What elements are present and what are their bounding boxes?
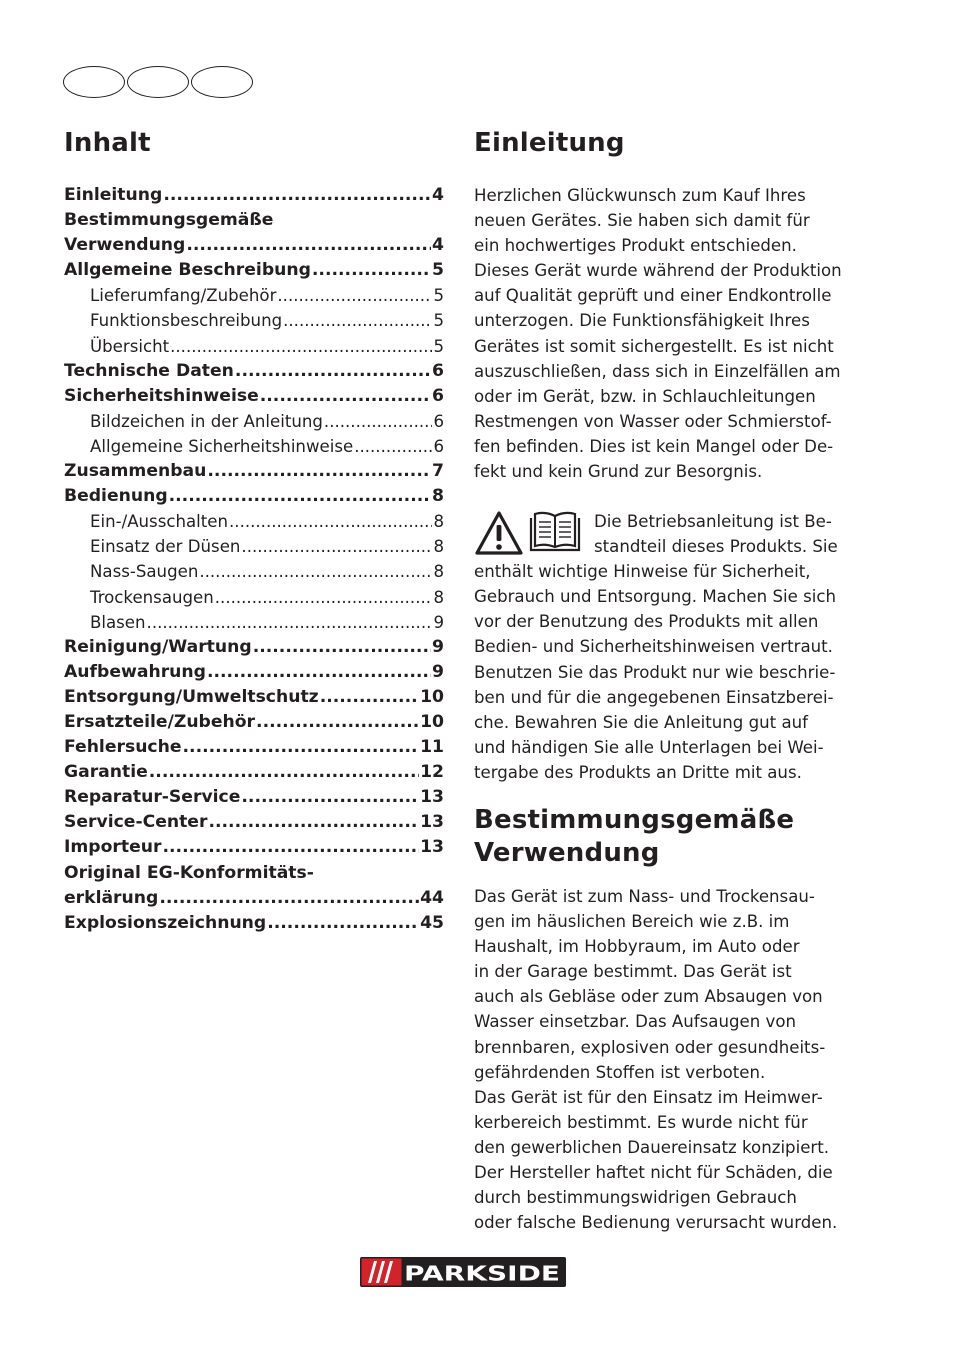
toc-leader-dots: [267, 911, 419, 936]
toc-page-number: 4: [432, 185, 444, 205]
einleitung-line: fekt und kein Grund zur Besorgnis.: [474, 462, 763, 482]
bestimmung-line: auch als Gebläse oder zum Absaugen von: [474, 987, 823, 1007]
toc-entry: [64, 735, 444, 760]
toc-page-number: 5: [433, 286, 444, 306]
bestimmung-line: in der Garage bestimmt. Das Gerät ist: [474, 962, 792, 982]
toc-entry: [64, 459, 444, 484]
hinweis-line: che. Bewahren Sie die Anleitung gut auf: [474, 712, 808, 732]
toc-page-number: 6: [432, 385, 444, 406]
toc-entry-title: Allgemeine Beschreibung: [64, 260, 311, 281]
toc-leader-dots: [283, 308, 432, 333]
toc-leader-dots: [253, 635, 431, 660]
toc-page-number: 13: [420, 812, 444, 833]
toc-leader-dots: [183, 735, 420, 760]
hinweis-line: Gebrauch und Entsorgung. Machen Sie sich: [474, 587, 836, 607]
toc-entry-title: Trockensaugen: [90, 587, 214, 607]
toc-entry-title: Einsatz der Düsen: [90, 537, 241, 557]
toc-leader-dots: [324, 409, 433, 434]
toc-leader-dots: [208, 810, 419, 835]
toc-page-number: 8: [433, 512, 444, 532]
toc-entry: [64, 886, 444, 911]
toc-leader-dots: [207, 459, 431, 484]
toc-entry-title: Bildzeichen in der Anleitung: [90, 411, 323, 431]
toc-entry: [64, 258, 444, 283]
parkside-logo: [360, 1257, 566, 1287]
language-markers: [63, 66, 255, 100]
toc-leader-dots: [163, 183, 431, 208]
toc-entry: [64, 233, 444, 258]
toc-page-number: 44: [420, 887, 444, 908]
toc-entry-title: Übersicht: [90, 336, 170, 356]
toc-entry-title: Bedienung: [64, 486, 168, 507]
toc-entry: [64, 283, 444, 308]
bestimmung-line: Das Gerät ist für den Einsatz im Heimwer-: [474, 1087, 823, 1107]
toc-entry-title: Bestimmungsgemäße: [64, 210, 274, 231]
bestimmung-line: brennbaren, explosiven oder gesundheits-: [474, 1037, 826, 1057]
language-oval-2: [127, 66, 189, 98]
toc-entry: [64, 208, 444, 233]
hinweis-line: ben und für die angegebenen Einsatzberei-: [474, 687, 834, 707]
toc-page-number: 9: [432, 636, 444, 657]
toc-page-number: 8: [433, 587, 444, 607]
toc-entry: [64, 760, 444, 785]
toc-leader-dots: [207, 660, 431, 685]
toc-leader-dots: [170, 334, 432, 359]
toc-entry-title: Entsorgung/Umweltschutz: [64, 686, 319, 707]
toc-page-number: 9: [433, 612, 444, 632]
bestimmung-line: Das Gerät ist zum Nass- und Trockensau-: [474, 887, 815, 906]
toc-entry: [64, 585, 444, 610]
einleitung-title: Einleitung: [474, 128, 625, 158]
bestimmung-line: Haushalt, im Hobbyraum, im Auto oder: [474, 937, 800, 957]
language-oval-1: [63, 66, 125, 98]
einleitung-line: oder im Gerät, bzw. in Schlauchleitungen: [474, 386, 816, 406]
bestimmung-line: gefährdenden Stoffen ist verboten.: [474, 1062, 766, 1082]
einleitung-line: Gerätes ist somit sichergestellt. Es ist nicht: [474, 336, 834, 356]
toc-entry-title: Ersatzteile/Zubehör: [64, 711, 256, 732]
einleitung-line: auszuschließen, dass sich in Einzelfällen am: [474, 361, 841, 381]
toc-leader-dots: [186, 233, 431, 258]
bestimmung-line: oder falsche Bedienung verursacht wurden.: [474, 1213, 838, 1233]
toc-page-number: 6: [433, 411, 444, 431]
hinweis-line: vor der Benutzung des Produkts mit allen: [474, 612, 819, 632]
hinweis-line: und händigen Sie alle Unterlagen bei Wei-: [474, 737, 824, 757]
bestimmung-line: den gewerblichen Dauereinsatz konzipiert.: [474, 1137, 830, 1157]
einleitung-body: [474, 183, 864, 484]
toc-entry-title: Technische Daten: [64, 360, 234, 381]
toc-leader-dots: [169, 484, 431, 509]
bestimmung-line: Der Hersteller haftet nicht für Schäden, die: [474, 1163, 833, 1183]
toc-page-number: 9: [432, 661, 444, 682]
toc-leader-dots: [312, 258, 431, 283]
toc-leader-dots: [241, 785, 419, 810]
toc-page-number: 11: [420, 737, 444, 758]
toc-leader-dots: [162, 835, 419, 860]
toc-leader-dots: [241, 534, 432, 559]
toc-leader-dots: [260, 384, 431, 409]
toc-entry-title: Nass-Saugen: [90, 562, 199, 582]
toc-page-number: 6: [432, 360, 444, 381]
toc-leader-dots: [149, 760, 419, 785]
bestimmung-body: [474, 884, 864, 1235]
hinweis-line: standteil dieses Produkts. Sie: [594, 537, 838, 557]
toc-page-number: 45: [420, 912, 444, 933]
toc-entry-title: Einleitung: [64, 185, 163, 205]
hinweis-line: enthält wichtige Hinweise für Sicherheit,: [474, 562, 811, 582]
toc-entry-title: Fehlersuche: [64, 737, 182, 758]
toc-leader-dots: [354, 434, 432, 459]
toc-leader-dots: [159, 886, 419, 911]
toc-leader-dots: [147, 610, 433, 635]
toc-page-number: 10: [420, 686, 444, 707]
einleitung-line: fen befinden. Dies ist kein Mangel oder De-: [474, 436, 834, 456]
toc-page-number: 8: [432, 486, 444, 507]
toc-page-number: 5: [433, 311, 444, 331]
toc-entry-title: Zusammenbau: [64, 461, 207, 482]
toc-entry-title: Service-Center: [64, 812, 208, 833]
toc-entry-title: Sicherheitshinweise: [64, 385, 259, 406]
hinweis-line: Die Betriebsanleitung ist Be-: [594, 512, 832, 531]
toc-entry-title: Allgemeine Sicherheitshinweise: [90, 436, 354, 456]
toc-entry-title: Reinigung/Wartung: [64, 636, 252, 657]
toc-entry-title: Ein-/Ausschalten: [90, 512, 229, 532]
toc-entry: [64, 384, 444, 409]
toc-entry: [64, 183, 444, 208]
bestimmung-title-line1: Bestimmungsgemäße: [474, 805, 795, 835]
toc-entry-title: Blasen: [90, 612, 146, 632]
toc-entry-title: Importeur: [64, 837, 162, 858]
toc-page-number: 8: [433, 562, 444, 582]
hinweis-line: Bedien- und Sicherheitshinweisen vertraut.: [474, 637, 833, 657]
toc-entry-title: Verwendung: [64, 235, 186, 256]
toc-page-number: 13: [420, 837, 444, 858]
toc-entry-title: Lieferumfang/Zubehör: [90, 286, 277, 306]
toc-entry: [64, 660, 444, 685]
toc-page-number: 10: [420, 711, 444, 732]
toc-page-number: 13: [420, 787, 444, 808]
bestimmung-line: Wasser einsetzbar. Das Aufsaugen von: [474, 1012, 796, 1032]
toc-entry-title: Funktionsbeschreibung: [90, 311, 283, 331]
toc-entry: [64, 534, 444, 559]
toc-page-number: 12: [420, 762, 444, 783]
bestimmung-title-line2: Verwendung: [474, 838, 660, 868]
toc-entry-title: Explosionszeichnung: [64, 912, 267, 933]
language-oval-3: [191, 66, 253, 98]
toc-entry: [64, 610, 444, 635]
toc-entry: [64, 710, 444, 735]
toc-page-number: 5: [433, 336, 444, 356]
table-of-contents: [64, 183, 444, 936]
toc-leader-dots: [215, 585, 433, 610]
toc-entry: [64, 635, 444, 660]
toc-page-number: 4: [432, 235, 444, 256]
toc-entry-title: erklärung: [64, 887, 159, 908]
einleitung-line: auf Qualität geprüft und einer Endkontrolle: [474, 286, 832, 306]
toc-leader-dots: [199, 559, 432, 584]
toc-entry: [64, 308, 444, 333]
bestimmung-line: kerbereich bestimmt. Es wurde nicht für: [474, 1112, 808, 1132]
einleitung-line: neuen Gerätes. Sie haben sich damit für: [474, 211, 810, 231]
toc-page-number: 8: [433, 537, 444, 557]
toc-leader-dots: [229, 509, 432, 534]
toc-entry: [64, 785, 444, 810]
toc-entry: [64, 484, 444, 509]
toc-leader-dots: [235, 359, 431, 384]
toc-entry-title: Reparatur-Service: [64, 787, 241, 808]
hinweis-line: Benutzen Sie das Produkt nur wie beschrie-: [474, 662, 836, 682]
hinweis-line: tergabe des Produkts an Dritte mit aus.: [474, 762, 802, 782]
toc-entry: [64, 509, 444, 534]
toc-leader-dots: [320, 685, 419, 710]
toc-entry: [64, 359, 444, 384]
toc-page-number: 6: [433, 436, 444, 456]
toc-entry: [64, 810, 444, 835]
toc-entry-title: Original EG-Konformitäts-: [64, 862, 314, 883]
toc-entry: [64, 434, 444, 459]
toc-entry: [64, 409, 444, 434]
bestimmung-line: gen im häuslichen Bereich wie z.B. im: [474, 912, 790, 932]
toc-page-number: 5: [432, 260, 444, 281]
toc-entry: [64, 861, 444, 886]
toc-title: Inhalt: [64, 128, 151, 158]
toc-entry-title: Garantie: [64, 762, 148, 783]
einleitung-line: Restmengen von Wasser oder Schmierstof-: [474, 411, 832, 431]
einleitung-line: ein hochwertiges Produkt entschieden.: [474, 236, 797, 256]
toc-entry: [64, 334, 444, 359]
toc-leader-dots: [256, 710, 419, 735]
einleitung-line: unterzogen. Die Funktionsfähigkeit Ihres: [474, 311, 810, 331]
toc-page-number: 7: [432, 461, 444, 482]
bestimmung-line: durch bestimmungswidrigen Gebrauch: [474, 1188, 797, 1208]
einleitung-line: Dieses Gerät wurde während der Produktion: [474, 261, 842, 281]
toc-entry: [64, 559, 444, 584]
toc-entry: [64, 685, 444, 710]
logo-text: PARKSIDE: [404, 1261, 560, 1286]
toc-entry: [64, 835, 444, 860]
toc-entry-title: Aufbewahrung: [64, 661, 206, 682]
einleitung-line: Herzlichen Glückwunsch zum Kauf Ihres: [474, 186, 806, 205]
manual-notice-body: [474, 509, 874, 785]
toc-leader-dots: [277, 283, 432, 308]
toc-entry: [64, 911, 444, 936]
